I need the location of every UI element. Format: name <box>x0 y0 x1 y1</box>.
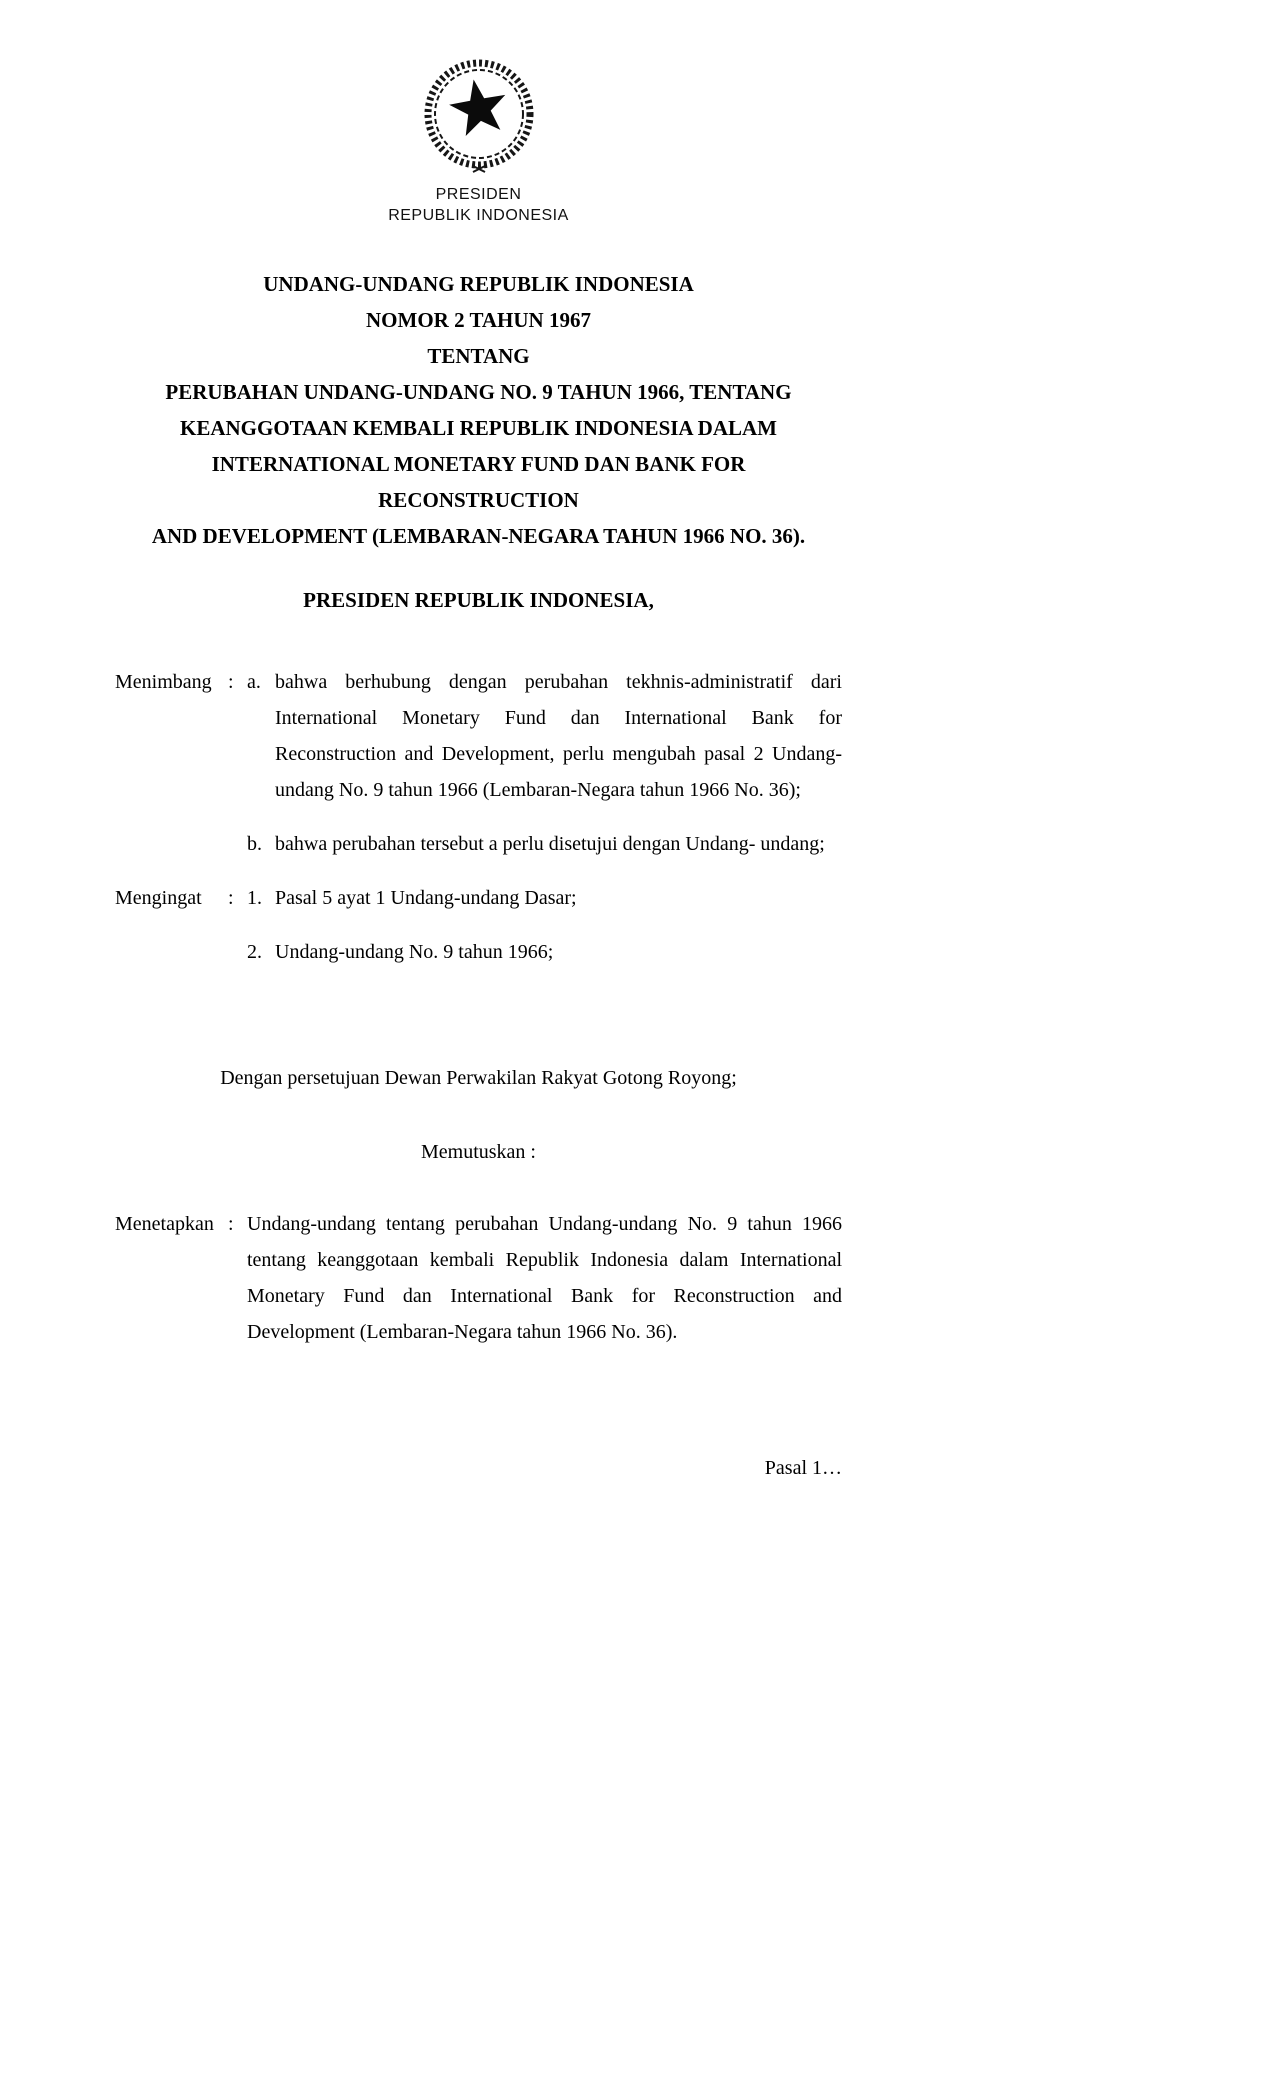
letterhead-emblem-wrap <box>115 52 842 176</box>
continuation-marker: Pasal 1… <box>764 1457 842 1479</box>
considering-items <box>247 664 842 862</box>
recalling-item-1 <box>247 880 842 916</box>
considering-item-a-marker: a. <box>247 671 261 693</box>
stipulating-label: Menetapkan <box>115 1213 214 1235</box>
recalling-item-2 <box>247 934 842 970</box>
letterhead-line-presiden: PRESIDEN <box>435 186 522 203</box>
considering-colon: : <box>228 671 234 693</box>
considering-item-b <box>247 826 842 862</box>
document-content <box>0 0 842 1486</box>
title-line-1: UNDANG-UNDANG REPUBLIK INDONESIA <box>263 272 694 296</box>
title-line-4: PERUBAHAN UNDANG-UNDANG NO. 9 TAHUN 1966, TENTANG <box>165 380 792 404</box>
title-line-2: NOMOR 2 TAHUN 1967 <box>366 308 591 332</box>
salutation: PRESIDEN REPUBLIK INDONESIA, <box>303 588 654 612</box>
considering-section <box>115 664 842 862</box>
title-line-3: TENTANG <box>427 344 530 368</box>
considering-item-a <box>247 664 842 808</box>
considering-label: Menimbang <box>115 671 212 693</box>
recalling-colon: : <box>228 887 234 909</box>
stipulating-text: Undang-undang tentang perubahan Undang-undang No. 9 tahun 1966 tentang keanggotaan kembali Republik Indonesia dalam International Monetary Fund dan International Bank for Reconstruction and Development (Lembaran-Negara tahun 1966 No. 36). <box>247 1213 842 1343</box>
agreement-line: Dengan persetujuan Dewan Perwakilan Rakyat Gotong Royong; <box>220 1067 737 1089</box>
recalling-item-2-marker: 2. <box>247 941 262 963</box>
recalling-section <box>115 880 842 970</box>
recalling-item-1-text: Pasal 5 ayat 1 Undang-undang Dasar; <box>275 887 577 909</box>
recalling-items <box>247 880 842 970</box>
letterhead <box>115 184 842 226</box>
presidential-star-wreath-emblem-icon <box>417 52 541 176</box>
title-line-7: AND DEVELOPMENT (LEMBARAN-NEGARA TAHUN 1966 NO. 36). <box>151 524 806 548</box>
letterhead-line-republik-indonesia: REPUBLIK INDONESIA <box>388 207 569 224</box>
considering-item-b-marker: b. <box>247 833 262 855</box>
title-line-6: INTERNATIONAL MONETARY FUND DAN BANK FOR RECONSTRUCTION <box>211 452 746 512</box>
stipulating-colon: : <box>228 1213 234 1235</box>
recalling-item-2-text: Undang-undang No. 9 tahun 1966; <box>275 941 554 963</box>
recalling-label: Mengingat <box>115 887 202 909</box>
title-line-5: KEANGGOTAAN KEMBALI REPUBLIK INDONESIA DALAM <box>179 416 777 440</box>
considering-item-a-text: bahwa berhubung dengan perubahan tekhnis-administratif dari International Monetary Fund dan International Bank for Reconstruction and Development, perlu mengubah pasal 2 Undang-undang No. 9 tahun 1966 (Lembaran-Negara tahun 1966 No. 36); <box>275 671 842 801</box>
document-title <box>115 266 842 554</box>
recalling-item-1-marker: 1. <box>247 887 262 909</box>
considering-item-b-text: bahwa perubahan tersebut a perlu disetujui dengan Undang- undang; <box>275 833 825 855</box>
stipulating-section <box>115 1206 842 1350</box>
decision-heading: Memutuskan : <box>421 1141 536 1163</box>
